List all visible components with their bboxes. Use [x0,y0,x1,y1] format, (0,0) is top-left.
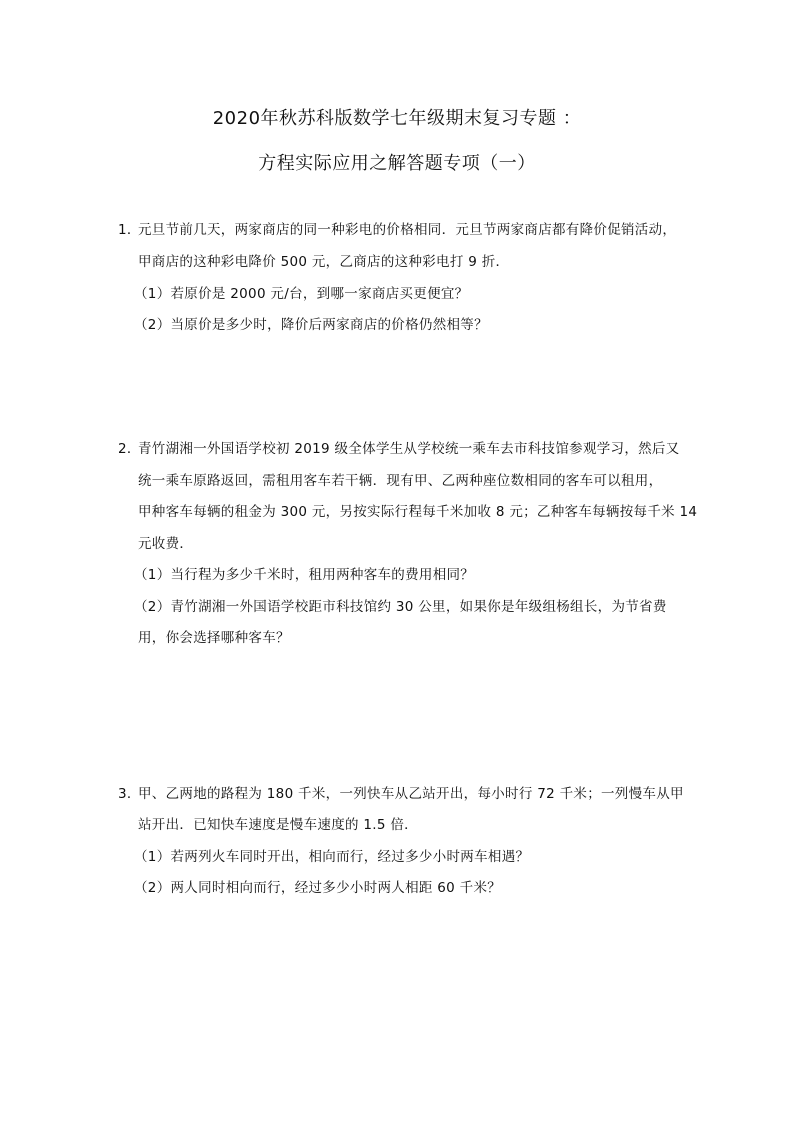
question-text-line: 元收费． [138,536,194,552]
question-text-line: 甲、乙两地的路程为 180 千米，一列快车从乙站开出，每小时行 72 千米；一列慢车从甲 [138,786,684,802]
sub-question-line: （1）若两列火车同时开出，相向而行，经过多少小时两车相遇？ [134,849,530,865]
sub-question-line: （2）当原价是多少时，降价后两家商店的价格仍然相等？ [134,317,488,333]
question-number: 1． [118,222,141,238]
question-text-line: 甲种客车每辆的租金为 300 元，另按实际行程每千米加收 8 元；乙种客车每辆按每千米 14 [138,504,698,520]
sub-question-line: （1）若原价是 2000 元/台，到哪一家商店买更便宜？ [134,286,469,302]
question-text-line: 站开出．已知快车速度是慢车速度的 1.5 倍． [138,817,418,833]
sub-question-line: （1）当行程为多少千米时，租用两种客车的费用相同？ [134,567,475,583]
question-text-line: 元旦节前几天，两家商店的同一种彩电的价格相同．元旦节两家商店都有降价促销活动， [138,222,677,238]
document-title-line-2: 方程实际应用之解答题专项（一） [258,153,536,174]
question-text-line: 甲商店的这种彩电降价 500 元，乙商店的这种彩电打 9 折． [138,254,510,270]
question-number: 3． [118,786,141,802]
question-number: 2． [118,441,141,457]
document-title-line-1: 2020年秋苏科版数学七年级期末复习专题 ： [212,108,582,129]
question-text-line: 青竹湖湘一外国语学校初 2019 级全体学生从学校统一乘车去市科技馆参观学习，然后又 [138,441,680,457]
sub-question-line: （2）青竹湖湘一外国语学校距市科技馆约 30 公里，如果你是年级组杨组长，为节省费 [134,599,667,615]
sub-question-line: （2）两人同时相向而行，经过多少小时两人相距 60 千米？ [134,880,502,896]
question-text-line: 统一乘车原路返回，需租用客车若干辆．现有甲、乙两种座位数相同的客车可以租用， [138,473,663,489]
sub-question-line: 用，你会选择哪种客车？ [138,630,290,646]
